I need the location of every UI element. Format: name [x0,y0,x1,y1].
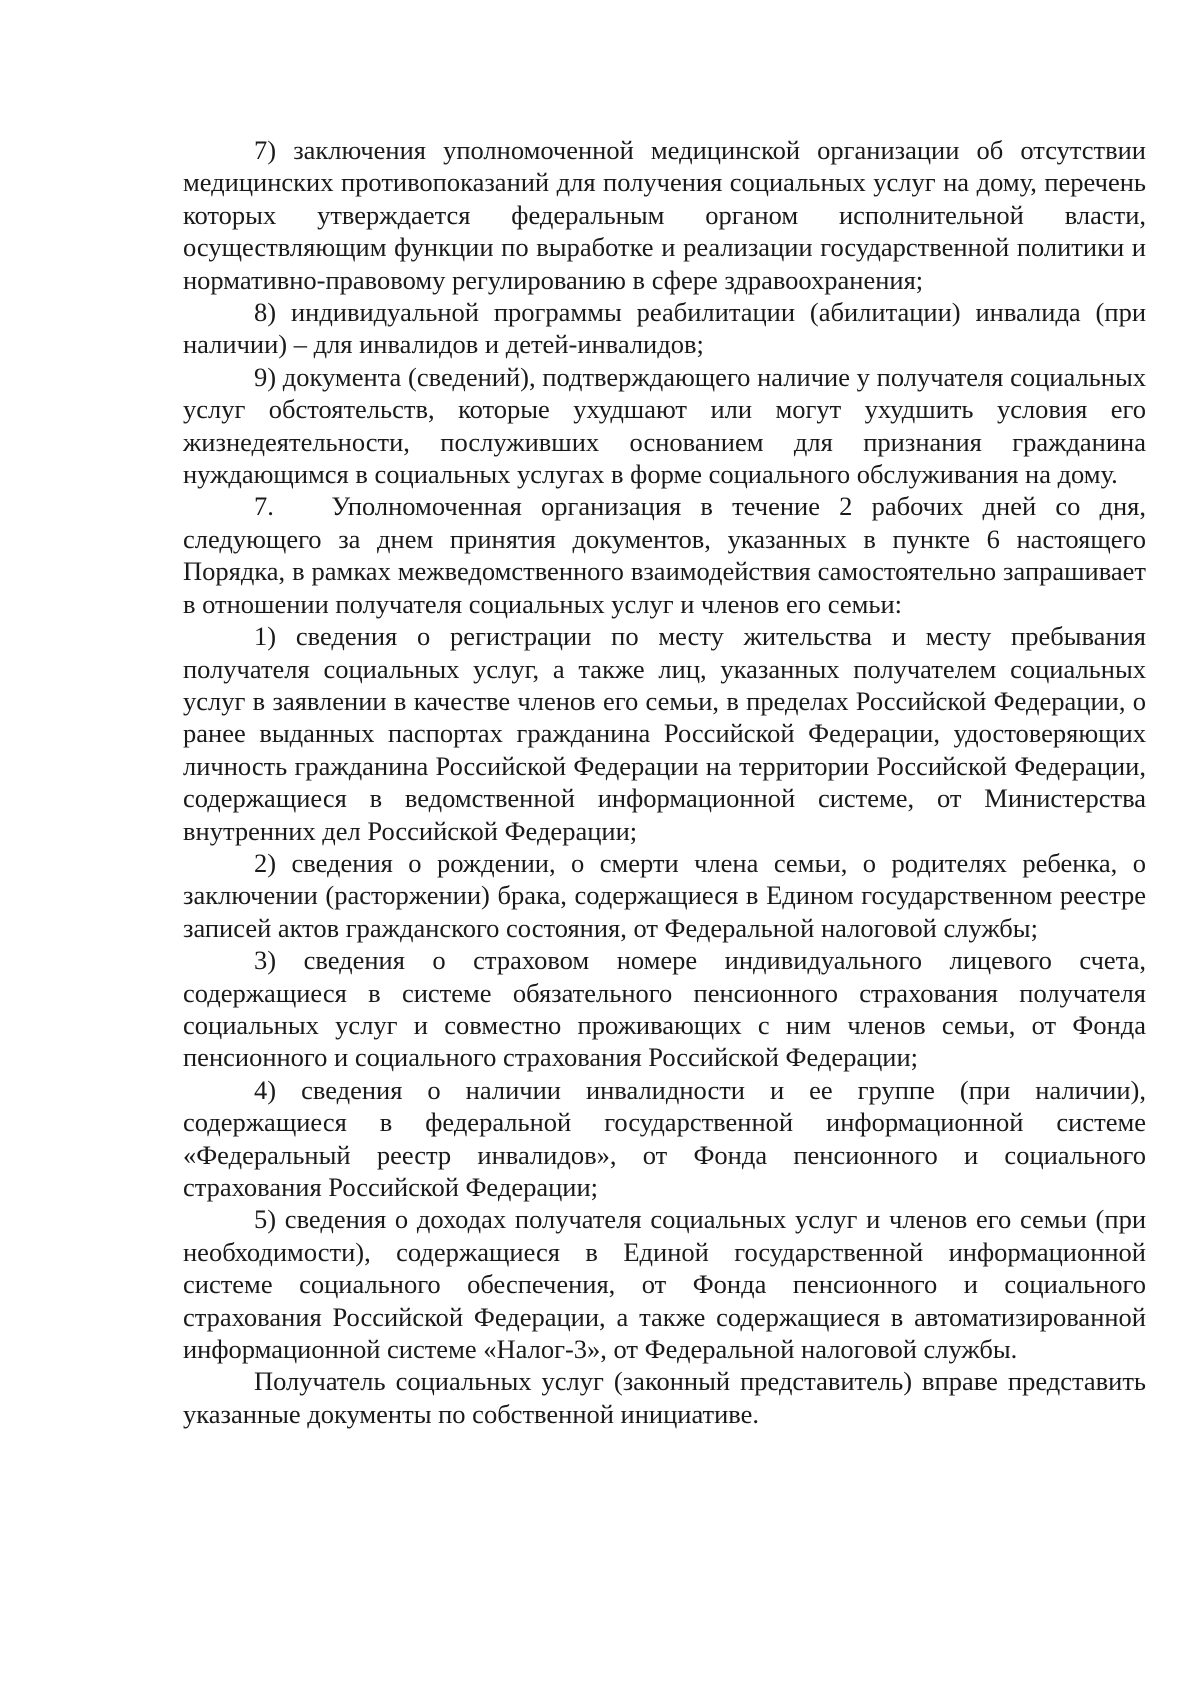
paragraph-request-5: 5) сведения о доходах получателя социальных услуг и членов его семьи (при необходимости), содержащиеся в Единой государственной информационной системе социального обеспечения, от Фонда пенсионного и социального страхования Российской Федерации, а также содержащиеся в автоматизированной информационной системе «Налог-3», от Федеральной налоговой службы. [183,1204,1146,1365]
paragraph-request-3: 3) сведения о страховом номере индивидуального лицевого счета, содержащиеся в системе обязательного пенсионного страхования получателя социальных услуг и совместно проживающих с ним членов семьи, от Фонда пенсионного и социального страхования Российской Федерации; [183,945,1146,1073]
paragraph-request-1: 1) сведения о регистрации по месту жительства и месту пребывания получателя социальных услуг, а также лиц, указанных получателем социальных услуг в заявлении в качестве членов его семьи, в пределах Российской Федерации, о ранее выданных паспортах гражданина Российской Федерации, удостоверяющих личность гражданина Российской Федерации на территории Российской Федерации, содержащиеся в ведомственной информационной системе, от Министерства внутренних дел Российской Федерации; [183,621,1146,846]
paragraph-request-4: 4) сведения о наличии инвалидности и ее группе (при наличии), содержащиеся в федеральной государственной информационной системе «Федеральный реестр инвалидов», от Фонда пенсионного и социального страхования Российской Федерации; [183,1074,1146,1202]
document-body [183,134,1153,1430]
paragraph-request-2: 2) сведения о рождении, о смерти члена семьи, о родителях ребенка, о заключении (расторжении) брака, содержащиеся в Едином государственном реестре записей актов гражданского состояния, от Федеральной налоговой службы; [183,847,1146,943]
paragraph-item-9: 9) документа (сведений), подтверждающего наличие у получателя социальных услуг обстоятельств, которые ухудшают или могут ухудшить условия его жизнедеятельности, послуживших основанием для признания гражданина нуждающимся в социальных услугах в форме социального обслуживания на дому. [183,361,1146,490]
paragraph-item-7: 7) заключения уполномоченной медицинской организации об отсутствии медицинских противопоказаний для получения социальных услуг на дому, перечень которых утверждается федеральным органом исполнительной власти, осуществляющим функции по выработке и реализации государственной политики и нормативно-правовому регулированию в сфере здравоохранения; [183,135,1146,295]
paragraph-applicant-right: Получатель социальных услуг (законный представитель) вправе представить указанные документы по собственной инициативе. [183,1366,1146,1429]
paragraph-item-8: 8) индивидуальной программы реабилитации (абилитации) инвалида (при наличии) – для инвалидов и детей-инвалидов; [183,297,1146,360]
paragraph-clause-7: 7. Уполномоченная организация в течение 2 рабочих дней со дня, следующего за днем принятия документов, указанных в пункте 6 настоящего Порядка, в рамках межведомственного взаимодействия самостоятельно запрашивает в отношении получателя социальных услуг и членов его семьи: [183,491,1153,619]
